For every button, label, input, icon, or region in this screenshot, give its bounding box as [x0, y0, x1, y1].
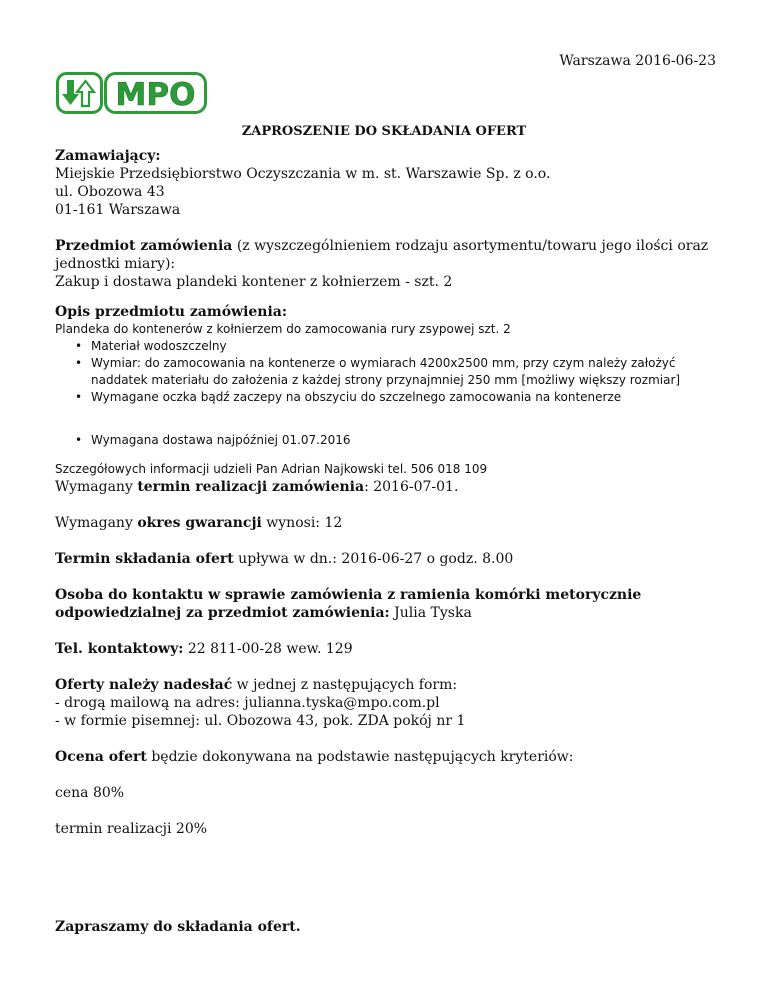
gwarancja-label: okres gwarancji: [137, 515, 262, 531]
info-contact: Szczegółowych informacji udzieli Pan Adrian Najkowski tel. 506 018 109: [55, 462, 488, 476]
opis-label: Opis przedmiotu zamówienia:: [55, 304, 288, 320]
ocena-value: będzie dokonywana na podstawie następujących kryteriów:: [146, 749, 574, 765]
oferty-label: Oferty należy nadesłać: [55, 677, 233, 693]
kontakt-value: Julia Tyska: [389, 605, 472, 621]
opis-intro: Plandeka do kontenerów z kołnierzem do zamocowania rury zsypowej szt. 2: [55, 322, 511, 336]
list-item: • Wymagane oczka bądź zaczepy na obszyciu do szczelnego zamocowania na kontenerze: [91, 389, 720, 406]
przedmiot-label: Przedmiot zamówienia: [55, 238, 233, 254]
gwarancja-prefix: Wymagany: [55, 515, 138, 531]
ocena-label: Ocena ofert: [55, 749, 147, 765]
document-title: ZAPROSZENIE DO SKŁADANIA OFERT: [241, 124, 527, 139]
mpo-logo-graphic: [56, 72, 208, 114]
telefon-section: [55, 640, 720, 658]
mpo-logo: [56, 72, 208, 118]
zamawiajacy-city: 01-161 Warszawa: [55, 202, 181, 218]
kontakt-section: [55, 586, 720, 622]
oferty-section: [55, 676, 720, 730]
closing-text: Zapraszamy do składania ofert.: [55, 919, 301, 935]
zamawiajacy-label: Zamawiający:: [55, 148, 161, 164]
telefon-label: Tel. kontaktowy:: [55, 641, 184, 657]
termin-realizacji-label: termin realizacji zamówienia: [137, 479, 365, 495]
list-item: • Wymiar: do zamocowania na kontenerze o wymiarach 4200x2500 mm, przy czym należy założyć naddatek materiału do założenia z każdej strony przynajmniej 250 mm [możliwy większy rozmiar]: [91, 355, 720, 389]
termin-realizacji: [55, 478, 720, 496]
criterion-price: cena 80%: [55, 785, 125, 801]
telefon-value: 22 811-00-28 wew. 129: [183, 641, 353, 657]
zamawiajacy-street: ul. Obozowa 43: [55, 184, 165, 200]
zamawiajacy-name: Miejskie Przedsiębiorstwo Oczyszczania w m. st. Warszawie Sp. z o.o.: [55, 166, 551, 182]
oferty-value: w jednej z następujących form:: [232, 677, 458, 693]
opis-bullet-list: [55, 338, 720, 406]
logo-text: MPO: [115, 77, 196, 113]
termin-skladania-value: upływa w dn.: 2016-06-27 o godz. 8.00: [233, 551, 514, 567]
delivery-bullet-list: [55, 432, 720, 449]
przedmiot-note: (z wyszczególnieniem rodzaju asortymentu/towaru jego ilości oraz jednostki miary):: [55, 238, 709, 272]
przedmiot-value: Zakup i dostawa plandeki kontener z kołnierzem - szt. 2: [55, 274, 453, 290]
closing-line: [55, 918, 720, 936]
document-body: [55, 147, 720, 936]
termin-skladania-label: Termin składania ofert: [55, 551, 234, 567]
kontakt-label: Osoba do kontaktu w sprawie zamówienia z ramienia komórki metorycznie odpowiedzialnej za przedmiot zamówienia:: [55, 587, 642, 621]
delivery-item: • Wymagana dostawa najpóźniej 01.07.2016: [91, 432, 720, 449]
gwarancja-value: wynosi: 12: [261, 515, 343, 531]
document-date: Warszawa 2016-06-23: [559, 53, 716, 69]
opis-section: [55, 303, 720, 321]
ocena-section: [55, 748, 720, 766]
list-item: • Materiał wodoszczelny: [91, 338, 720, 355]
oferty-email-line: - drogą mailową na adres: julianna.tyska@mpo.com.pl: [55, 695, 440, 711]
termin-realizacji-prefix: Wymagany: [55, 479, 138, 495]
gwarancja: [55, 514, 720, 532]
criterion-time: termin realizacji 20%: [55, 821, 208, 837]
zamawiajacy-section: [55, 147, 720, 219]
termin-realizacji-value: : 2016-07-01.: [364, 479, 459, 495]
przedmiot-section: [55, 237, 720, 291]
termin-skladania: [55, 550, 720, 568]
oferty-address-line: - w formie pisemnej: ul. Obozowa 43, pok. ZDA pokój nr 1: [55, 713, 466, 729]
